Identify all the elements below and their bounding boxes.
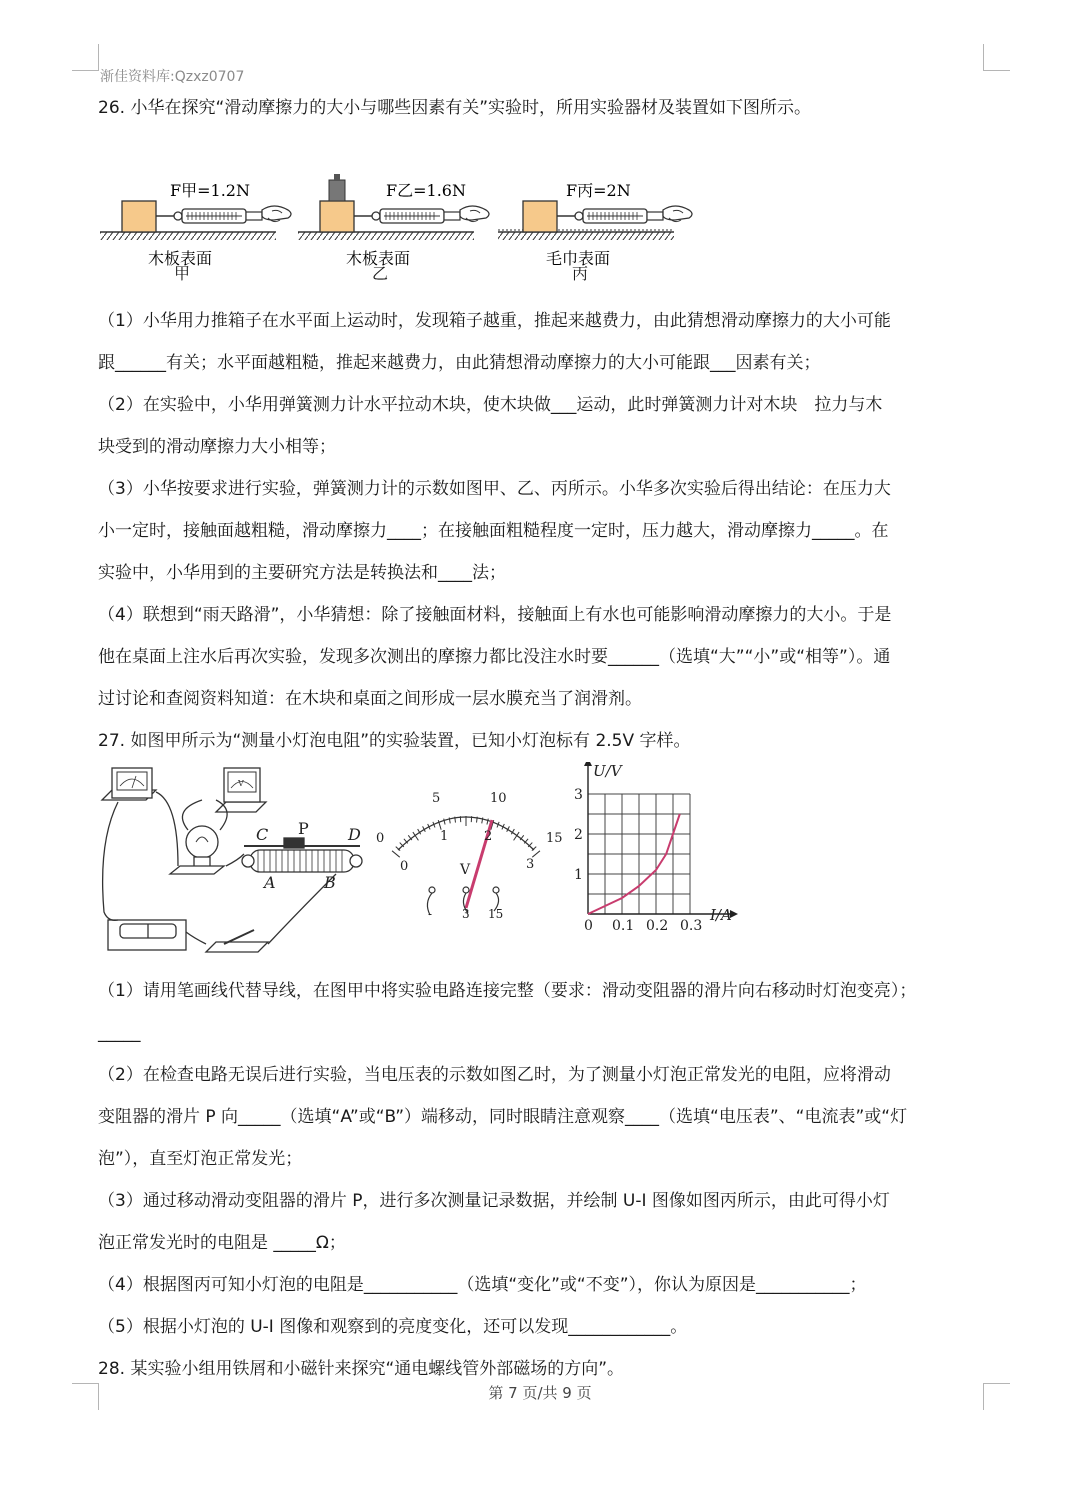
q26-part3-line2: 小一定时，接触面越粗糙，滑动摩擦力____；在接触面粗糙程度一定时，压力越大，滑动摩擦力_____。在 [98, 521, 889, 541]
dial-tick [455, 817, 456, 823]
crop-mark-top-left [72, 44, 99, 71]
surface-label-yi: 木板表面 [346, 249, 411, 268]
q28-stem: 28. 某实验小组用铁屑和小磁针来探究“通电螺线管外部磁场的方向”。 [98, 1359, 625, 1379]
q26-part4-line2: 他在桌面上注水后再次实验，发现多次测出的摩擦力都比没注水时要______（选填“大”“小”或“相等”）。通 [98, 647, 891, 667]
surface-label-jia: 木板表面 [148, 249, 213, 268]
q26-figure [98, 124, 984, 283]
ui-graph [574, 762, 738, 934]
weight-block [329, 180, 345, 201]
terminal-3: 3 [462, 907, 470, 921]
x-tick-label: 0.2 [646, 918, 669, 934]
caption-jia: 甲 [174, 264, 191, 283]
page-content [98, 92, 984, 1390]
terminal-neg: - [428, 907, 433, 921]
friction-diagram [98, 124, 984, 272]
surface-label-bing: 毛巾表面 [546, 249, 611, 268]
figure-circuit-jia [102, 768, 362, 952]
q26-part2-line2: 块受到的滑动摩擦力大小相等； [98, 437, 336, 457]
force-label-jia: F甲=1.2N [170, 181, 250, 200]
q27-stem: 27. 如图甲所示为“测量小灯泡电阻”的实验装置，已知小灯泡标有 2.5V 字样。 [98, 731, 691, 751]
dial-outer-5: 5 [432, 791, 441, 806]
caption-bing: 丙 [572, 264, 589, 283]
y-tick-label: 1 [574, 867, 583, 883]
x-tick-label: 0.1 [612, 918, 635, 934]
q26-part1-line2: 跟______有关；水平面越粗糙，推起来越费力，由此猜想滑动摩擦力的大小可能跟___因素有关； [98, 353, 821, 373]
q27-part1-line2: _____ [98, 1023, 141, 1043]
graph-xlabel: I/A [710, 906, 732, 924]
crop-mark-top-right [983, 44, 1010, 71]
label-B: B [324, 873, 336, 892]
label-A: A [264, 873, 276, 892]
q27-part2-line2: 变阻器的滑片 P 向_____（选填“A”或“B”）端移动，同时眼睛注意观察____（选填“电压表”、“电流表”或“灯 [98, 1107, 908, 1127]
x-tick-label: 0 [584, 918, 593, 934]
dial-inner-1: 1 [440, 829, 449, 844]
dial-inner-0: 0 [400, 859, 409, 874]
dial-unit: V [460, 862, 471, 878]
dial-outer-10: 10 [490, 791, 507, 806]
q27-figure [98, 762, 984, 970]
q27-part5: （5）根据小灯泡的 U-I 图像和观察到的亮度变化，还可以发现____________。 [98, 1317, 688, 1337]
q27-part3-line2: 泡正常发光时的电阻是 _____Ω； [98, 1233, 346, 1253]
q27-part3-line1: （3）通过移动滑动变阻器的滑片 P，进行多次测量记录数据，并绘制 U-I 图像如图丙所示，由此可得小灯 [98, 1191, 890, 1211]
q26-part3-line3: 实验中，小华用到的主要研究方法是转换法和____法； [98, 563, 506, 583]
graph-ylabel: U/V [593, 762, 622, 780]
q26-part2-line1: （2）在实验中，小华用弹簧测力计水平拉动木块，使木块做___运动，此时弹簧测力计对木块 拉力与木 [98, 395, 883, 415]
q27-part1-line1: （1）请用笔画线代替导线，在图甲中将实验电路连接完整（要求：滑动变阻器的滑片向右移动时灯泡变亮）； [98, 981, 917, 1001]
q27-part2-line3: 泡”），直至灯泡正常发光； [98, 1149, 303, 1169]
y-tick-label: 3 [574, 787, 583, 803]
dial-inner-3: 3 [526, 857, 535, 872]
svg-text:V: V [238, 779, 244, 788]
voltmeter-dial [376, 791, 563, 921]
dial-outer-15: 15 [546, 831, 563, 846]
caption-yi: 乙 [372, 264, 389, 283]
label-P: P [298, 819, 309, 838]
q26-part1-line1: （1）小华用力推箱子在水平面上运动时，发现箱子越重，推起来越费力，由此猜想滑动摩擦力的大小可能 [98, 311, 891, 331]
label-C: C [256, 825, 269, 844]
caption-graph-bing [644, 969, 660, 970]
figure-jia [100, 181, 291, 268]
dial-tick [392, 851, 400, 857]
ui-curve [588, 814, 680, 914]
figure-yi [298, 174, 489, 268]
y-tick-label: 2 [574, 827, 583, 843]
page-footer: 第 7 页/共 9 页 [488, 1384, 592, 1402]
force-label-bing: F丙=2N [566, 181, 631, 200]
q27-part2-line1: （2）在检查电路无误后进行实验，当电压表的示数如图乙时，为了测量小灯泡正常发光的电阻，应将滑动 [98, 1065, 891, 1085]
caption-dial-yi [456, 969, 472, 970]
q26-part3-line1: （3）小华按要求进行实验，弹簧测力计的示数如图甲、乙、丙所示。小华多次实验后得出结论：在压力大 [98, 479, 891, 499]
label-D: D [348, 825, 361, 844]
dial-tick [477, 817, 478, 823]
dial-outer-0: 0 [376, 831, 385, 846]
x-tick-label: 0.3 [680, 918, 703, 934]
watermark: 渐佳资料库:Qzxz0707 [100, 69, 245, 85]
dial-inner-2: 2 [484, 829, 493, 844]
caption-circuit-jia [202, 969, 218, 970]
terminal-15: 15 [488, 907, 504, 921]
figure-bing [498, 181, 692, 268]
force-label-yi: F乙=1.6N [386, 181, 466, 200]
circuit-diagrams [98, 762, 984, 970]
q27-part4: （4）根据图丙可知小灯泡的电阻是___________（选填“变化”或“不变”），你认为原因是___________； [98, 1275, 867, 1295]
q26-stem: 26. 小华在探究“滑动摩擦力的大小与哪些因素有关”实验时，所用实验器材及装置如下图所示。 [98, 98, 812, 118]
q26-part4-line3: 过讨论和查阅资料知道：在木块和桌面之间形成一层水膜充当了润滑剂。 [98, 689, 642, 709]
q26-part4-line1: （4）联想到“雨天路滑”，小华猜想：除了接触面材料，接触面上有水也可能影响滑动摩擦力的大小。于是 [98, 605, 892, 625]
